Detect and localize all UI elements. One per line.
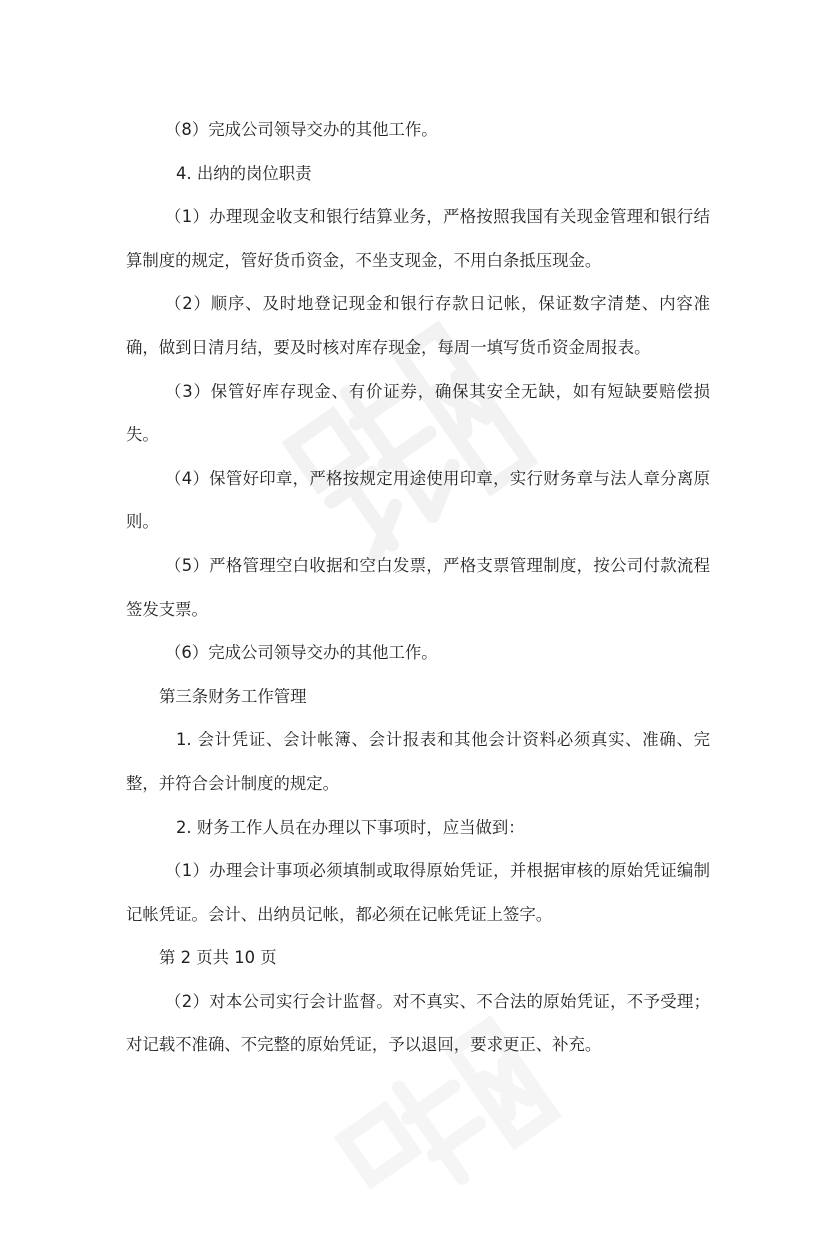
section-heading-cashier-duties: 4. 出纳的岗位职责 <box>176 163 312 183</box>
paragraph-cashier-duty-5: （5）严格管理空白收据和空白发票，严格支票管理制度，按公司付款流程签发支票。 <box>126 555 710 619</box>
paragraph-rule-2-item-2: （2）对本公司实行会计监督。对不真实、不合法的原始凭证，不予受理；对记载不准确、不完整的原始凭证，予以退回，要求更正、补充。 <box>126 991 710 1055</box>
paragraph-cashier-duty-3: （3）保管好库存现金、有价证券，确保其安全无缺，如有短缺要赔偿损失。 <box>126 381 710 445</box>
paragraph-rule-2: 2. 财务工作人员在办理以下事项时，应当做到： <box>176 817 525 837</box>
paragraph-rule-2-item-1: （1）办理会计事项必须填制或取得原始凭证，并根据审核的原始凭证编制记帐凭证。会计、出纳员记帐，都必须在记帐凭证上签字。 <box>126 861 710 924</box>
paragraph-cashier-duty-6: （6）完成公司领导交办的其他工作。 <box>165 643 438 663</box>
page-number: 第 2 页共 10 页 <box>159 948 277 968</box>
paragraph-item-8: （8）完成公司领导交办的其他工作。 <box>165 120 438 139</box>
paragraph-rule-1: 1. 会计凭证、会计帐簿、会计报表和其他会计资料必须真实、准确、完整，并符合会计制度的规定。 <box>126 730 710 793</box>
paragraph-cashier-duty-1: （1）办理现金收支和银行结算业务，严格按照我国有关现金管理和银行结算制度的规定，管好货币资金，不坐支现金，不用白条抵压现金。 <box>126 207 710 270</box>
paragraph-cashier-duty-4: （4）保管好印章，严格按规定用途使用印章，实行财务章与法人章分离原则。 <box>126 468 710 532</box>
article-heading-financial-management: 第三条财务工作管理 <box>159 686 307 706</box>
paragraph-cashier-duty-2: （2）顺序、及时地登记现金和银行存款日记帐，保证数字清楚、内容准确，做到日清月结，要及时核对库存现金，每周一填写货币资金周报表。 <box>126 294 710 357</box>
document-body <box>126 108 710 1067</box>
